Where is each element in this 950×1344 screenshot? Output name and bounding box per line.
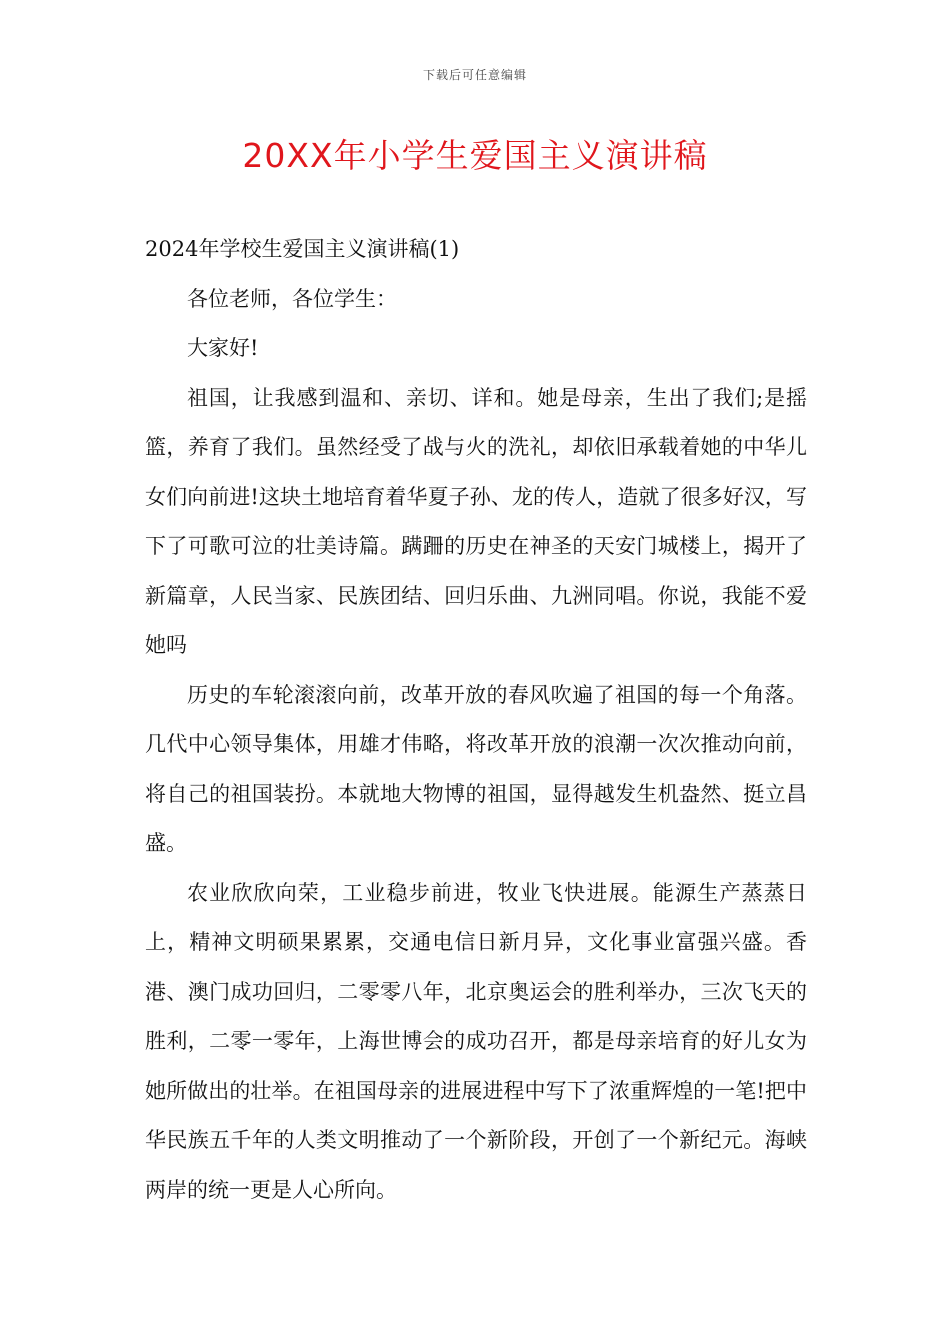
header-note: 下载后可任意编辑 xyxy=(422,68,527,82)
document-body xyxy=(145,225,807,1215)
page-title: 20XX年小学生爱国主义演讲稿 xyxy=(242,136,708,175)
paragraph-greeting: 各位老师，各位学生： xyxy=(187,286,397,311)
speech-subtitle: 2024年学校生爱国主义演讲稿(1) xyxy=(145,237,460,261)
paragraph-motherland: 祖国，让我感到温和、亲切、详和。她是母亲，生出了我们;是摇篮，养育了我们。虽然经受了战与火的洗礼，却依旧承载着她的中华儿女们向前进!这块土地培育着华夏子孙、龙的传人，造就了很多好汉，写下了可歌可泣的壮美诗篇。蹒跚的历史在神圣的天安门城楼上，揭开了新篇章，人民当家、民族团结、回归乐曲、九洲同唱。你说，我能不爱她吗 xyxy=(145,385,807,657)
paragraph-hello: 大家好! xyxy=(187,336,259,360)
paragraph-achievements: 农业欣欣向荣，工业稳步前进，牧业飞快进展。能源生产蒸蒸日上，精神文明硕果累累，交通电信日新月异，文化事业富强兴盛。香港、澳门成功回归，二零零八年，北京奥运会的胜利举办，三次飞天的胜利，二零一零年，上海世博会的成功召开，都是母亲培育的好儿女为她所做出的壮举。在祖国母亲的进展进程中写下了浓重辉煌的一笔!把中华民族五千年的人类文明推动了一个新阶段，开创了一个新纪元。海峡两岸的统一更是人心所向。 xyxy=(145,880,807,1202)
paragraph-reform: 历史的车轮滚滚向前，改革开放的春风吹遍了祖国的每一个角落。几代中心领导集体，用雄才伟略，将改革开放的浪潮一次次推动向前，将自己的祖国装扮。本就地大物博的祖国，显得越发生机盎然、挺立昌盛。 xyxy=(145,682,807,855)
